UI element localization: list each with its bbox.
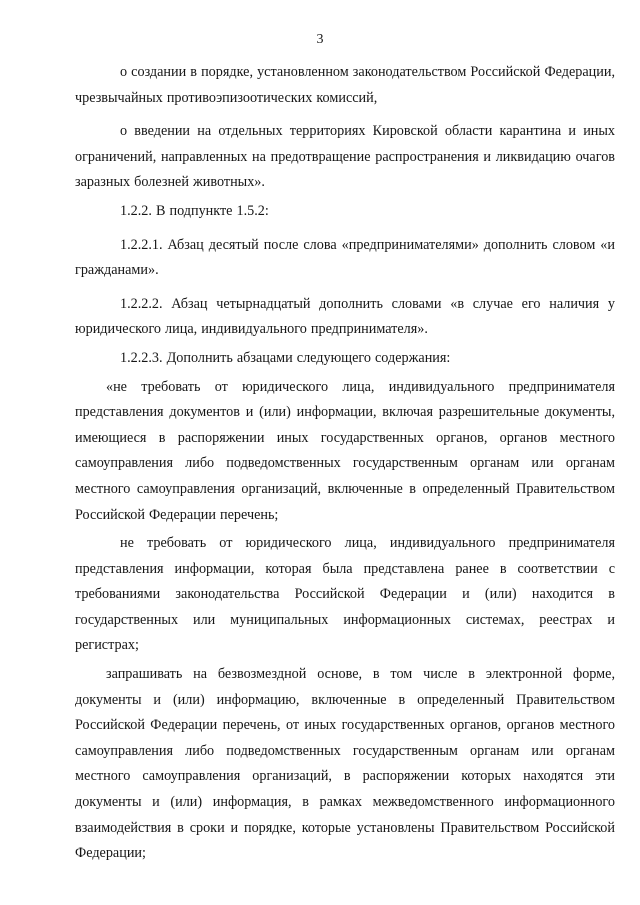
paragraph-interagency-request: запрашивать на безвозмездной основе, в том числе в электронной форме, документы и (или) информацию, включенные в определенный Правительством Российской Федерации перечень, от иных государственных органов, органов местного самоуправления либо подведомственных государственным органам или органам местного самоуправления организаций, в распоряжении которых находятся эти документы и (или) информация, в рамках межведомственного информационного взаимодействия в сроки и порядке, которые установлены Правительством Российской Федерации;	[75, 666, 615, 862]
paragraph-no-documents-requirement: «не требовать от юридического лица, индивидуального предпринимателя представления документов и (или) информации, включая разрешительные документы, имеющиеся в распоряжении иных государственных органов, органов местного самоуправления либо подведомственных государственным органам или органам местного самоуправления организаций, включенные в определенный Правительством Российской Федерации перечень;	[75, 378, 615, 523]
paragraph-quarantine: о введении на отдельных территориях Кировской области карантина и иных ограничений, направленных на предотвращение распространения и ликвидацию очагов заразных болезней животных».	[75, 123, 615, 191]
document-body	[75, 60, 615, 867]
paragraph-subclause-1-2-2-1: 1.2.2.1. Абзац десятый после слова «предпринимателями» дополнить словом «и гражданами».	[75, 236, 615, 279]
page-number: 3	[316, 32, 324, 47]
paragraph-subclause-1-2-2: 1.2.2. В подпункте 1.5.2:	[120, 202, 269, 219]
paragraph-no-information-requirement: не требовать от юридического лица, индивидуального предпринимателя представления информации, которая была представлена ранее в соответствии с требованиями законодательства Российской Федерации и (или) находится в государственных или муниципальных информационных системах, реестрах и регистрах;	[75, 535, 615, 654]
paragraph-subclause-1-2-2-3: 1.2.2.3. Дополнить абзацами следующего содержания:	[120, 349, 451, 366]
paragraph-emergency-commissions: о создании в порядке, установленном законодательством Российской Федерации, чрезвычайных противоэпизоотических комиссий,	[75, 64, 615, 106]
paragraph-subclause-1-2-2-2: 1.2.2.2. Абзац четырнадцатый дополнить словами «в случае его наличия у юридического лица, индивидуального предпринимателя».	[75, 295, 615, 338]
